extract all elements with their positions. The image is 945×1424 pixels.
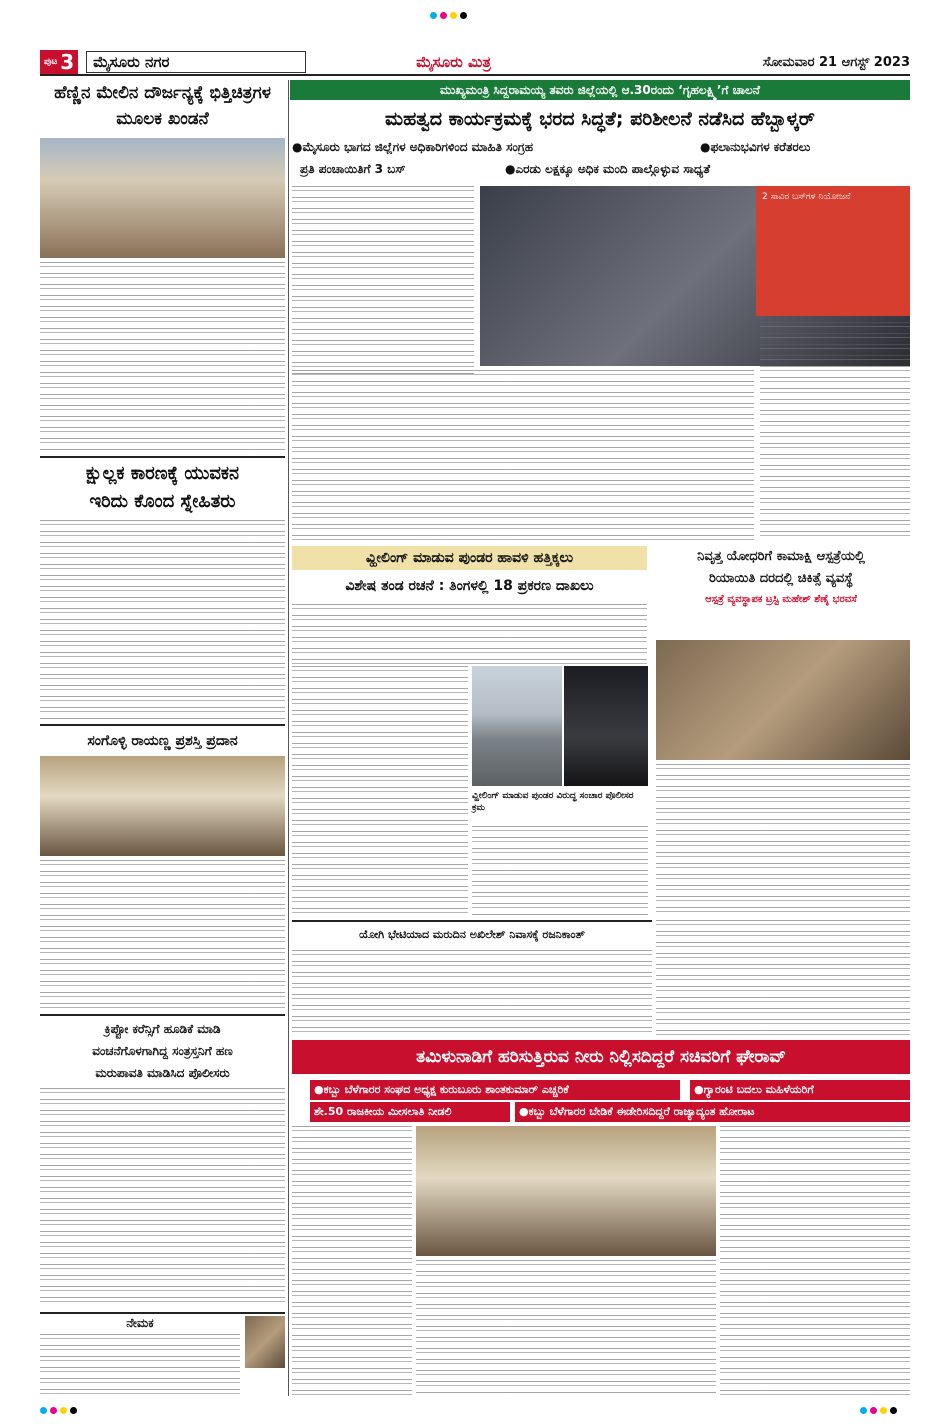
wheeling-body-3 xyxy=(472,826,648,916)
wheeling-body-2 xyxy=(292,666,468,916)
column-rule-1 xyxy=(288,80,289,1396)
wheeling-body xyxy=(292,604,647,664)
crypto-top-rule xyxy=(40,1014,285,1016)
lead-body-col-1 xyxy=(292,186,474,376)
mural-photo xyxy=(40,138,285,258)
water-bullet-1: ●ಕಬ್ಬು ಬೆಳೆಗಾರರ ಸಂಘದ ಅಧ್ಯಕ್ಷ ಕುರುಬೂರು ಶಾಂತಕುಮಾರ್ ಎಚ್ಚರಿಕೆ xyxy=(310,1080,680,1100)
rayanna-photo xyxy=(40,756,285,856)
mural-headline: ಹೆಣ್ಣಿನ ಮೇಲಿನ ದೌರ್ಜನ್ಯಕ್ಕೆ ಭಿತ್ತಿಚಿತ್ರಗಳ ಮೂಲಕ ಖಂಡನೆ xyxy=(54,83,271,129)
appointment-photo xyxy=(245,1316,285,1368)
hospital-headline-2: ರಿಯಾಯಿತಿ ದರದಲ್ಲಿ ಚಿಕಿತ್ಸೆ ವ್ಯವಸ್ಥೆ xyxy=(708,571,853,586)
friends-top-rule xyxy=(40,456,285,458)
registration-marks-bottom xyxy=(40,1407,77,1414)
rajini-top-rule xyxy=(292,920,652,922)
appointment-body xyxy=(40,1334,240,1396)
appointment-headline: ನೇಮಕ xyxy=(126,1316,154,1330)
paper-name: ಮೈಸೂರು ಮಿತ್ರ xyxy=(416,53,491,71)
friends-body xyxy=(40,520,285,720)
section-title: ಮೈಸೂರು ನಗರ xyxy=(86,51,306,73)
wheeling-caption: ವ್ಹೀಲಿಂಗ್ ಮಾಡುವ ಪುಂಡರ ವಿರುದ್ಧ ಸಂಚಾರ ಪೊಲೀಸರ ಕ್ರಮ xyxy=(472,791,634,813)
issue-date: ಸೋಮವಾರ 21 ಆಗಸ್ಟ್ 2023 xyxy=(762,54,910,70)
lead-headline: ಮಹತ್ವದ ಕಾರ್ಯಕ್ರಮಕ್ಕೆ ಭರದ ಸಿದ್ಧತೆ; ಪರಿಶೀಲನೆ ನಡೆಸಿದ ಹೆಬ್ಬಾಳ್ಕರ್ xyxy=(385,108,815,130)
hospital-headline-1: ನಿವೃತ್ತ ಯೋಧರಿಗೆ ಕಾಮಾಕ್ಷಿ ಆಸ್ಪತ್ರೆಯಲ್ಲಿ xyxy=(697,549,865,564)
friends-headline-2: ಇರಿದು ಕೊಂದ ಸ್ನೇಹಿತರು xyxy=(89,491,236,512)
water-bullet-2: ●ಗ್ಯಾರಂಟಿ ಬದಲು ಮಹಿಳೆಯರಿಗೆ xyxy=(690,1080,910,1100)
masthead xyxy=(40,50,910,76)
lead-bullet-1: ●ಮೈಸೂರು ಭಾಗದ ಜಿಲ್ಲೆಗಳ ಅಧಿಕಾರಿಗಳಿಂದ ಮಾಹಿತಿ ಸಂಗ್ರಹ xyxy=(292,140,534,154)
crypto-body xyxy=(40,1088,285,1308)
crypto-headline-3: ಮರುಪಾವತಿ ಮಾಡಿಸಿದ ಪೊಲೀಸರು xyxy=(95,1066,230,1080)
water-body-col-2 xyxy=(416,1260,716,1396)
hospital-body-2 xyxy=(656,920,910,1035)
lead-photo-note xyxy=(756,186,910,316)
water-headline: ತಮಿಳುನಾಡಿಗೆ ಹರಿಸುತ್ತಿರುವ ನೀರು ನಿಲ್ಲಿಸದಿದ್ದರೆ ಸಚಿವರಿಗೆ ಘೇರಾವ್ xyxy=(292,1040,910,1074)
crypto-headline-1: ಕ್ರಿಪ್ಟೋ ಕರೆನ್ಸಿಗೆ ಹೂಡಿಕೆ ಮಾಡಿ xyxy=(104,1022,221,1036)
water-photo xyxy=(416,1126,716,1256)
page-number-badge xyxy=(40,50,78,74)
rajini-headline: ಯೋಗಿ ಭೇಟಿಯಾದ ಮರುದಿನ ಅಖಿಲೇಶ್ ನಿವಾಸಕ್ಕೆ ರಜನಿಕಾಂತ್ xyxy=(359,928,585,941)
mural-body-text xyxy=(40,262,285,452)
registration-marks-top xyxy=(430,12,467,19)
page-label: ಪುಟ xyxy=(44,57,58,67)
hospital-subhead: ಆಸ್ಪತ್ರೆ ವ್ಯವಸ್ಥಾಪಕ ಟ್ರಸ್ಟಿ ಮಹೇಶ್ ಶೆಣೈ ಭರವಸೆ xyxy=(705,594,857,605)
hospital-body xyxy=(656,764,910,914)
rajini-body xyxy=(292,950,652,1035)
lead-kicker: ಮುಖ್ಯಮಂತ್ರಿ ಸಿದ್ದರಾಮಯ್ಯ ತವರು ಜಿಲ್ಲೆಯಲ್ಲಿ ಆ.30ರಂದು ‘ಗೃಹಲಕ್ಷ್ಮಿ’ಗೆ ಚಾಲನೆ xyxy=(290,80,910,100)
rayanna-body xyxy=(40,860,285,1010)
rayanna-top-rule xyxy=(40,724,285,726)
wheeling-headline-1: ವ್ಹೀಲಿಂಗ್ ಮಾಡುವ ಪುಂಡರ ಹಾವಳಿ ಹತ್ತಿಕ್ಕಲು xyxy=(292,546,647,570)
rayanna-headline: ಸಂಗೊಳ್ಳಿ ರಾಯಣ್ಣ ಪ್ರಶಸ್ತಿ ಪ್ರದಾನ xyxy=(87,733,238,749)
wheeling-headline-2: ವಿಶೇಷ ತಂಡ ರಚನೆ : ತಿಂಗಳಲ್ಲಿ 18 ಪ್ರಕರಣ ದಾಖಲು xyxy=(345,578,594,594)
wheeling-photo-1 xyxy=(472,666,562,786)
friends-headline-1: ಕ್ಷುಲ್ಲಕ ಕಾರಣಕ್ಕೆ ಯುವಕನ xyxy=(86,463,239,484)
lead-photo-note-title: 2 ಸಾವಿರ ಬಸ್‌ಗಳ ನಿಯೋಜನೆ xyxy=(762,192,851,202)
hospital-photo xyxy=(656,640,910,760)
lead-body-right xyxy=(760,322,910,540)
wheeling-photo-2 xyxy=(564,666,648,786)
water-bullet-3: ಶೇ.50 ರಾಜಕೀಯ ಮೀಸಲಾತಿ ನೀಡಲಿ xyxy=(310,1102,510,1122)
water-body-col-3 xyxy=(720,1126,910,1396)
lead-bullet-4: ●ಎರಡು ಲಕ್ಷಕ್ಕೂ ಅಧಿಕ ಮಂದಿ ಪಾಲ್ಗೊಳ್ಳುವ ಸಾಧ್ಯತೆ xyxy=(505,162,711,176)
water-body-col-1 xyxy=(292,1126,412,1396)
crypto-headline-2: ವಂಚನೆಗೊಳಗಾಗಿದ್ದ ಸಂತ್ರಸ್ತನಿಗೆ ಹಣ xyxy=(92,1044,233,1058)
lead-bullet-2: ●ಫಲಾನುಭವಿಗಳ ಕರೆತರಲು xyxy=(700,140,811,154)
lead-bullet-3: ಪ್ರತಿ ಪಂಚಾಯಿತಿಗೆ 3 ಬಸ್ xyxy=(300,162,406,176)
registration-marks-bottom-right xyxy=(860,1407,897,1414)
water-bullet-4: ●ಕಬ್ಬು ಬೆಳೆಗಾರರ ಬೇಡಿಕೆ ಈಡೇರಿಸದಿದ್ದರೆ ರಾಜ್ಯಾದ್ಯಂತ ಹೋರಾಟ xyxy=(515,1102,910,1122)
page-number: 3 xyxy=(60,50,75,74)
lead-body-lower xyxy=(292,370,754,540)
